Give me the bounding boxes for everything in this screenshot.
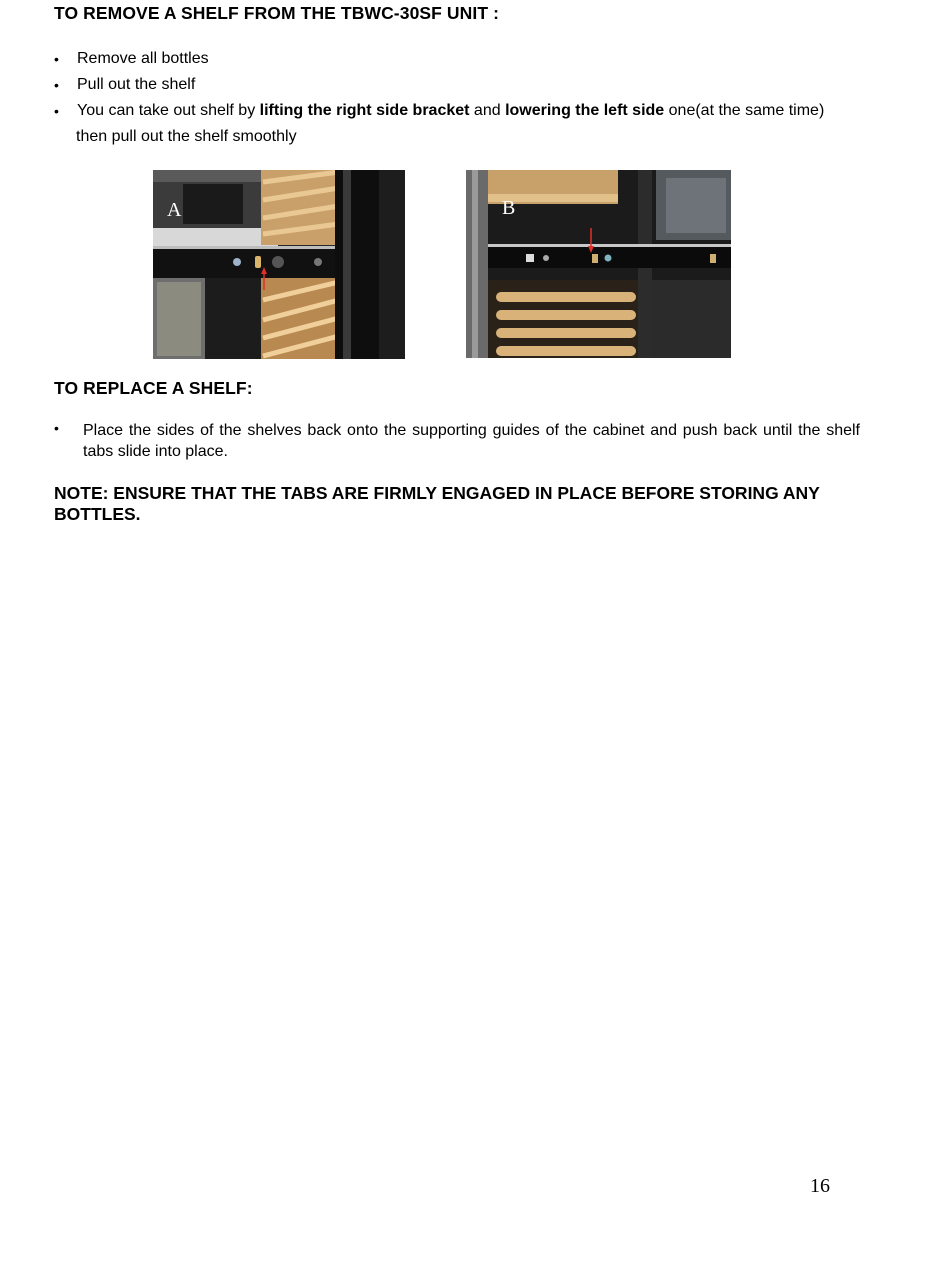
photo-a (153, 170, 405, 359)
bold-text-run: lifting the right side bracket (259, 102, 470, 119)
photo-a-label: A (167, 199, 182, 221)
bold-text-run: lowering the left side (505, 102, 665, 119)
text-run: You can take out shelf by (77, 102, 260, 119)
bullet-marker: • (54, 420, 59, 436)
replace-instruction: Place the sides of the shelves back onto the supporting guides of the cabinet and push back until the shelf tabs slide into place. (83, 422, 860, 460)
photo-a-illustration (153, 170, 405, 359)
text-run: one(at the same time) (664, 102, 825, 119)
list-item-continuation: then pull out the shelf smoothly (76, 128, 297, 145)
list-item-text (77, 98, 824, 124)
photo-b (466, 170, 731, 358)
list-item (54, 98, 914, 150)
bullet-marker: • (54, 77, 59, 93)
list-item-text: Remove all bottles (77, 50, 209, 67)
list-item-text: Pull out the shelf (77, 76, 196, 93)
warning-note: NOTE: ENSURE THAT THE TABS ARE FIRMLY ENGAGED IN PLACE BEFORE STORING ANY BOTTLES. (54, 483, 820, 524)
text-run: and (469, 102, 506, 119)
replace-shelf-heading: TO REPLACE A SHELF: (54, 378, 253, 398)
bullet-marker: • (54, 51, 59, 67)
remove-shelf-heading: TO REMOVE A SHELF FROM THE TBWC-30SF UNIT : (54, 3, 500, 23)
photo-b-label: B (502, 197, 516, 219)
page-number: 16 (810, 1175, 830, 1197)
bullet-marker: • (54, 103, 59, 119)
